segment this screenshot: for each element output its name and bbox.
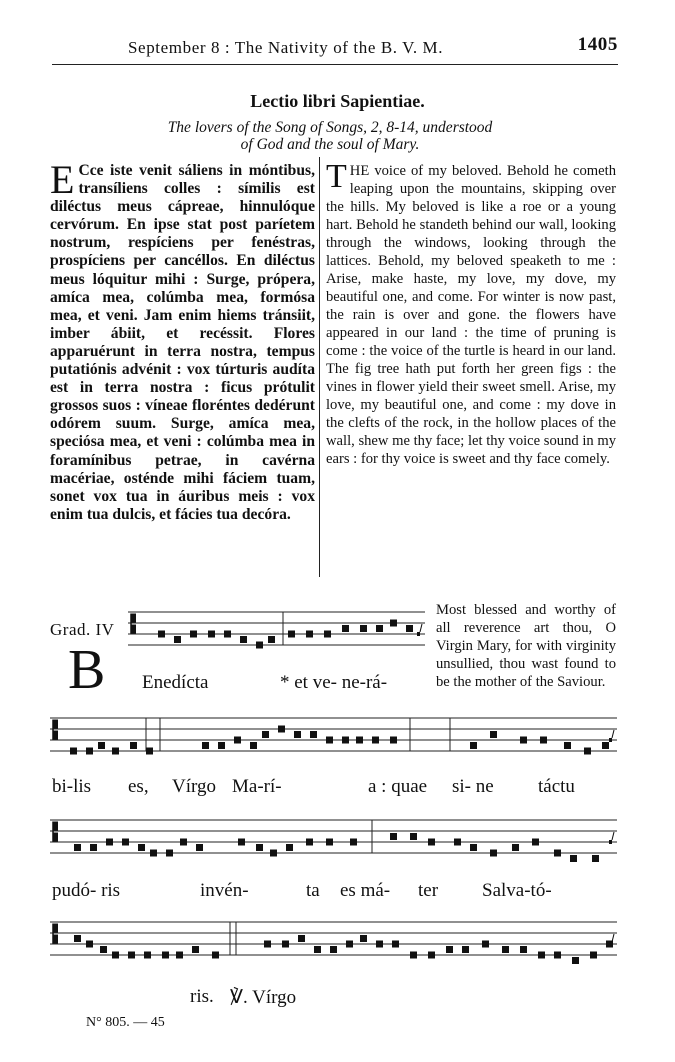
english-text: HE voice of my beloved. Behold he cometh leaping upon the mountains, skipping over the hills. My beloved is like a roe or a young hart. Behold he standeth behind our wall, looking through the windows, looking through the lattices. Behold, my beloved speaketh to me : Arise, make haste, my love, my dove, my beautiful one, and come. For winter is now past, the rain is over and gone. the flowers have appeared in our land : the time of pruning is come : the voice of the turtle is heard in our land. The fig tree hath put forth her green figs : the vines in flower yield their sweet smell. Arise, my love, my beautiful one, and come : my dove in the clefts of the rock, in the hollow places of the wall, shew me thy face; let thy voice sound in my ears : for thy voice is sweet and thy face comely. xyxy=(326,163,616,467)
english-dropcap: T xyxy=(326,158,347,195)
lyric-syllable: táctu xyxy=(538,776,575,797)
gradual-translation: Most blessed and worthy of all reverence art thou, O Virgin Mary, for with virginity unsullied, thou wast found to be the mother of the Saviour. xyxy=(436,602,616,690)
lyric-syllable: ris. xyxy=(190,986,214,1007)
lyric-syllable: ter xyxy=(418,880,439,901)
lyric-syllable: bi-lis xyxy=(52,776,92,797)
chant-staff-1 xyxy=(128,606,425,668)
lyric-syllable: * et ve- ne-rá- xyxy=(280,672,388,693)
subtitle-line-1: The lovers of the Song of Songs, 2, 8-14, understood xyxy=(167,119,493,136)
lyric-syllable: Salva-tó- xyxy=(482,880,552,901)
latin-column xyxy=(50,157,315,524)
subtitle-line-2: of God and the soul of Mary. xyxy=(240,136,420,153)
chant-staff-4 xyxy=(50,916,617,978)
english-column xyxy=(326,158,616,468)
chant-staff-3 xyxy=(50,814,617,876)
lyric-syllable: invén- xyxy=(200,880,249,901)
lyric-syllable: ℣. Vírgo xyxy=(230,987,297,1008)
lyric-syllable: Ma-rí- xyxy=(232,776,282,797)
lyric-syllable: si- ne xyxy=(452,776,494,797)
footer-note: N° 805. — 45 xyxy=(86,1015,165,1030)
column-divider xyxy=(319,157,320,577)
lyric-syllable: a : quae xyxy=(368,776,428,797)
lyric-syllable: es má- xyxy=(340,880,391,901)
chant-staff-2 xyxy=(50,712,617,774)
lyric-syllable: es, xyxy=(128,776,149,797)
reading-title: Lectio libri Sapientiae. xyxy=(250,91,425,111)
gradual-initial: B xyxy=(68,639,106,701)
gradual-label: Grad. IV xyxy=(50,620,115,639)
lyric-syllable: pudó- ris xyxy=(52,880,121,901)
page-number: 1405 xyxy=(577,34,618,55)
lyric-syllable: Vírgo xyxy=(172,776,216,797)
running-title: September 8 : The Nativity of the B. V. M. xyxy=(128,38,444,57)
latin-dropcap: E xyxy=(50,157,75,202)
latin-text: Cce iste venit sáliens in móntibus, transíliens colles : símilis est diléctus meus cápreae, hinnulóque cervórum. En ipse stat post paríetem nostrum, respíciens per fenéstras, prospíciens per cancéllos. En diléctus meus lóquitur mihi : Surge, própera, amíca mea, colúmba mea, formósa mea, et veni. Jam enim hiems tránsiit, imber ábiit, et recéssit. Flores apparuérunt in terra nostra, tempus putatiónis advénit : vox túrturis audíta est in terra nostra : ficus prótulit grossos suos : víneae floréntes dedérunt odórem suum. Surge, amíca mea, speciósa mea, et veni : colúmba mea in foramínibus petrae, in cavérna macériae, osténde mihi fáciem tuam, sonet vox tua in áuribus meis : vox enim tua dulcis, et fácies tua decóra. xyxy=(50,162,315,523)
header-rule xyxy=(52,64,618,65)
lyric-syllable: ta xyxy=(306,880,320,901)
lyric-syllable: Enedícta xyxy=(142,672,209,693)
running-header xyxy=(128,34,618,62)
reading-subtitle xyxy=(90,119,570,153)
